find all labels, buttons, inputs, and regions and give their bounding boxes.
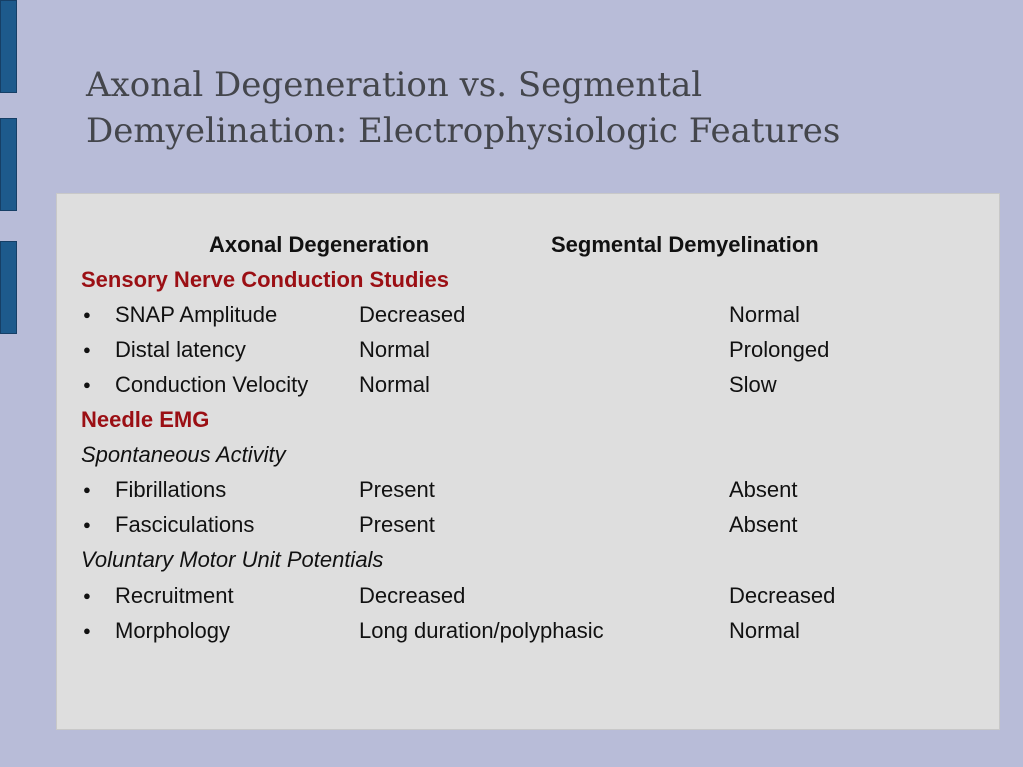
segmental-value: Absent bbox=[729, 477, 798, 502]
table-row bbox=[57, 367, 999, 402]
slide-title-line-2: Demyelination: Electrophysiologic Features bbox=[86, 111, 841, 151]
section-heading-emg: Needle EMG bbox=[81, 407, 210, 432]
subheading-spontaneous: Spontaneous Activity bbox=[81, 442, 286, 467]
table-row bbox=[57, 472, 999, 507]
segmental-value: Normal bbox=[729, 302, 800, 327]
bullet-icon: ● bbox=[83, 307, 91, 322]
axonal-value: Present bbox=[359, 477, 435, 502]
table-row bbox=[57, 507, 999, 542]
feature-label: SNAP Amplitude bbox=[115, 302, 278, 327]
column-header-row bbox=[57, 227, 999, 262]
feature-label: Conduction Velocity bbox=[115, 372, 309, 397]
table-row bbox=[57, 332, 999, 367]
slide-title bbox=[86, 62, 986, 154]
table-row bbox=[57, 578, 999, 613]
segmental-value: Slow bbox=[729, 372, 777, 397]
bullet-icon: ● bbox=[83, 517, 91, 532]
segmental-value: Prolonged bbox=[729, 337, 830, 362]
axonal-value: Present bbox=[359, 512, 435, 537]
bullet-icon: ● bbox=[83, 342, 91, 357]
bullet-icon: ● bbox=[83, 377, 91, 392]
feature-label: Recruitment bbox=[115, 583, 234, 608]
section-heading-row bbox=[57, 262, 999, 297]
decorative-bar-1 bbox=[0, 0, 17, 93]
segmental-value: Decreased bbox=[729, 583, 836, 608]
bullet-icon: ● bbox=[83, 623, 91, 638]
feature-label: Fibrillations bbox=[115, 477, 227, 502]
axonal-value: Normal bbox=[359, 337, 430, 362]
column-header-segmental: Segmental Demyelination bbox=[551, 232, 819, 257]
axonal-value: Decreased bbox=[359, 302, 466, 327]
subheading-row bbox=[57, 542, 999, 577]
content-panel bbox=[56, 193, 1000, 730]
feature-label: Morphology bbox=[115, 618, 230, 643]
slide-title-line-1: Axonal Degeneration vs. Segmental bbox=[86, 65, 703, 105]
axonal-value: Normal bbox=[359, 372, 430, 397]
section-heading-row bbox=[57, 402, 999, 437]
axonal-value: Decreased bbox=[359, 583, 466, 608]
axonal-value: Long duration/polyphasic bbox=[359, 618, 604, 643]
decorative-bar-2 bbox=[0, 118, 17, 211]
section-heading-sensory: Sensory Nerve Conduction Studies bbox=[81, 267, 449, 292]
subheading-row bbox=[57, 437, 999, 472]
segmental-value: Normal bbox=[729, 618, 800, 643]
table-row bbox=[57, 613, 999, 648]
bullet-icon: ● bbox=[83, 588, 91, 603]
feature-label: Fasciculations bbox=[115, 512, 255, 537]
segmental-value: Absent bbox=[729, 512, 798, 537]
feature-label: Distal latency bbox=[115, 337, 246, 362]
decorative-bar-3 bbox=[0, 241, 17, 334]
subheading-voluntary: Voluntary Motor Unit Potentials bbox=[81, 547, 384, 572]
bullet-icon: ● bbox=[83, 482, 91, 497]
table-row bbox=[57, 297, 999, 332]
column-header-axonal: Axonal Degeneration bbox=[209, 232, 430, 257]
